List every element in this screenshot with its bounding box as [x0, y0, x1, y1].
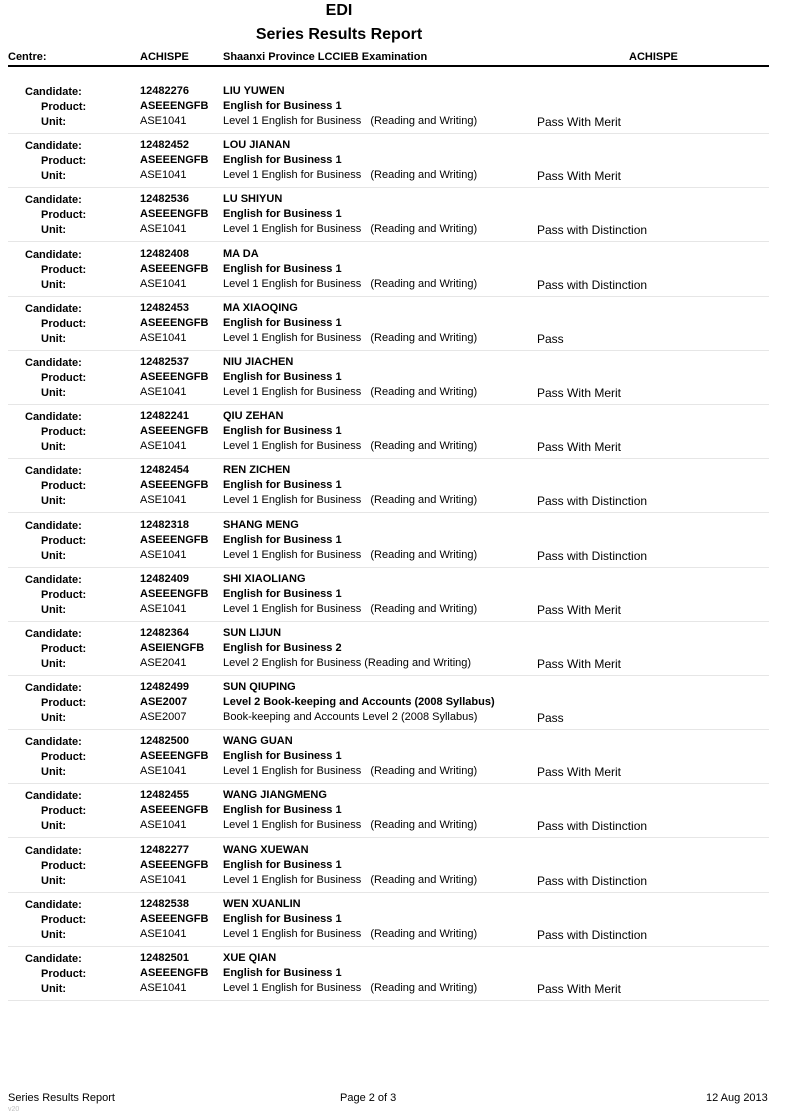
- unit-label: Unit:: [41, 170, 67, 183]
- product-name: English for Business 1: [223, 804, 342, 817]
- candidate-id: 12482276: [140, 85, 189, 97]
- product-name: English for Business 1: [223, 316, 342, 329]
- unit-name: Level 1 English for Business (Reading and Writing): [223, 927, 478, 940]
- unit-name: Level 1 English for Business (Reading and Writing): [223, 385, 478, 398]
- product-name: English for Business 1: [223, 912, 342, 925]
- product-name: English for Business 1: [223, 208, 342, 221]
- footer-report-name: Series Results Report: [8, 1092, 115, 1104]
- unit-name: Level 1 English for Business (Reading and Writing): [223, 277, 478, 290]
- row-divider: [8, 512, 769, 513]
- result-record: [0, 623, 785, 677]
- candidate-label: Candidate:: [25, 573, 82, 586]
- result-value: Pass With Merit: [537, 602, 622, 617]
- unit-code: ASE1041: [140, 169, 187, 182]
- row-divider: [8, 404, 769, 405]
- product-code: ASEEENGFB: [140, 100, 209, 112]
- row-divider: [8, 837, 769, 838]
- candidate-id: 12482408: [140, 247, 189, 260]
- result-record: [0, 406, 785, 460]
- row-divider: [8, 296, 769, 297]
- result-value: Pass With Merit: [537, 169, 622, 184]
- result-record: [0, 189, 785, 243]
- result-record: [0, 569, 785, 623]
- product-code: ASEEENGFB: [140, 858, 209, 871]
- unit-label: Unit:: [41, 495, 67, 508]
- product-code: ASEEENGFB: [140, 154, 209, 167]
- result-value: Pass With Merit: [537, 385, 622, 400]
- product-code: ASEEENGFB: [140, 533, 209, 546]
- product-label: Product:: [41, 805, 87, 818]
- row-divider: [8, 187, 769, 188]
- candidate-name: LU SHIYUN: [223, 193, 283, 206]
- candidate-id: 12482501: [140, 952, 189, 964]
- centre-label: Centre:: [8, 51, 47, 63]
- unit-label: Unit:: [41, 657, 67, 670]
- unit-code: ASE1041: [140, 602, 187, 615]
- unit-label: Unit:: [41, 441, 67, 454]
- unit-name: Level 1 English for Business (Reading and Writing): [223, 331, 478, 344]
- product-code: ASEEENGFB: [140, 425, 209, 438]
- centre-code: ACHISPE: [140, 51, 189, 63]
- row-divider: [8, 458, 769, 459]
- candidate-name: QIU ZEHAN: [223, 410, 284, 423]
- unit-name: Level 1 English for Business (Reading and Writing): [223, 494, 478, 507]
- candidate-id: 12482455: [140, 789, 189, 802]
- candidate-name: WANG GUAN: [223, 735, 293, 748]
- unit-code: ASE1041: [140, 765, 187, 778]
- result-record: [0, 135, 785, 189]
- product-label: Product:: [41, 317, 87, 330]
- candidate-id: 12482452: [140, 139, 189, 152]
- candidate-label: Candidate:: [25, 411, 82, 424]
- product-name: English for Business 1: [223, 479, 342, 492]
- candidate-label: Candidate:: [25, 86, 82, 98]
- result-value: Pass with Distinction: [537, 548, 648, 563]
- result-value: Pass With Merit: [537, 440, 622, 455]
- product-code: ASEEENGFB: [140, 912, 209, 925]
- unit-code: ASE1041: [140, 548, 187, 561]
- candidate-label: Candidate:: [25, 736, 82, 749]
- candidate-id: 12482538: [140, 897, 189, 910]
- unit-code: ASE1041: [140, 494, 187, 507]
- results-list: [0, 81, 785, 1002]
- product-code: ASEEENGFB: [140, 262, 209, 275]
- result-record: [0, 298, 785, 352]
- product-code: ASEEENGFB: [140, 479, 209, 492]
- report-title: Series Results Report: [255, 26, 423, 43]
- unit-name: Level 1 English for Business (Reading and Writing): [223, 548, 478, 561]
- candidate-id: 12482499: [140, 681, 189, 694]
- product-name: Level 2 Book-keeping and Accounts (2008 Syllabus): [223, 696, 495, 709]
- unit-label: Unit:: [41, 116, 67, 128]
- candidate-name: XUE QIAN: [223, 952, 277, 964]
- version-mark: v20: [8, 1106, 20, 1113]
- unit-label: Unit:: [41, 332, 67, 345]
- unit-label: Unit:: [41, 820, 67, 833]
- header-divider: [8, 65, 769, 67]
- unit-name: Level 2 English for Business (Reading and Writing): [223, 656, 472, 669]
- candidate-name: REN ZICHEN: [223, 464, 291, 477]
- product-name: English for Business 1: [223, 750, 342, 763]
- unit-name: Level 1 English for Business (Reading and Writing): [223, 223, 478, 236]
- result-value: Pass With Merit: [537, 982, 622, 996]
- product-code: ASEEENGFB: [140, 967, 209, 979]
- result-record: [0, 460, 785, 514]
- unit-label: Unit:: [41, 874, 67, 887]
- candidate-id: 12482318: [140, 518, 189, 531]
- candidate-label: Candidate:: [25, 302, 82, 315]
- product-label: Product:: [41, 480, 87, 493]
- product-label: Product:: [41, 913, 87, 926]
- exam-name: Shaanxi Province LCCIEB Examination: [223, 51, 428, 63]
- result-record: [0, 352, 785, 406]
- result-record: [0, 244, 785, 298]
- result-value: Pass With Merit: [537, 765, 622, 780]
- row-divider: [8, 892, 769, 893]
- candidate-label: Candidate:: [25, 248, 82, 261]
- product-code: ASEEENGFB: [140, 587, 209, 600]
- product-code: ASEEENGFB: [140, 316, 209, 329]
- unit-code: ASE1041: [140, 927, 187, 940]
- row-divider: [8, 350, 769, 351]
- product-name: English for Business 1: [223, 262, 342, 275]
- candidate-name: SHANG MENG: [223, 518, 299, 531]
- unit-code: ASE2041: [140, 656, 187, 669]
- unit-label: Unit:: [41, 386, 67, 399]
- unit-label: Unit:: [41, 766, 67, 779]
- candidate-id: 12482409: [140, 572, 189, 585]
- result-value: Pass: [537, 331, 564, 346]
- result-record: [0, 731, 785, 785]
- unit-code: ASE1041: [140, 873, 187, 886]
- result-value: Pass with Distinction: [537, 873, 648, 888]
- unit-name: Level 1 English for Business (Reading and Writing): [223, 873, 478, 886]
- product-label: Product:: [41, 371, 87, 384]
- unit-code: ASE1041: [140, 982, 187, 994]
- result-record: [0, 515, 785, 569]
- unit-label: Unit:: [41, 224, 67, 237]
- candidate-label: Candidate:: [25, 194, 82, 207]
- candidate-id: 12482536: [140, 193, 189, 206]
- candidate-name: MA XIAOQING: [223, 301, 298, 314]
- org-title: EDI: [325, 2, 353, 19]
- product-label: Product:: [41, 101, 87, 113]
- candidate-name: SUN QIUPING: [223, 681, 296, 694]
- result-record: [0, 677, 785, 731]
- product-name: English for Business 1: [223, 967, 342, 979]
- candidate-label: Candidate:: [25, 627, 82, 640]
- product-label: Product:: [41, 534, 87, 547]
- candidate-name: LOU JIANAN: [223, 139, 291, 152]
- footer-date: 12 Aug 2013: [706, 1092, 768, 1104]
- product-code: ASEEENGFB: [140, 208, 209, 221]
- result-value: Pass With Merit: [537, 115, 622, 129]
- product-code: ASEIENGFB: [140, 641, 205, 654]
- result-value: Pass with Distinction: [537, 494, 648, 509]
- candidate-label: Candidate:: [25, 898, 82, 911]
- unit-code: ASE1041: [140, 331, 187, 344]
- product-name: English for Business 1: [223, 425, 342, 438]
- candidate-name: LIU YUWEN: [223, 85, 285, 97]
- candidate-label: Candidate:: [25, 356, 82, 369]
- row-divider: [8, 567, 769, 568]
- candidate-name: MA DA: [223, 247, 259, 260]
- result-record: [0, 81, 785, 135]
- result-value: Pass with Distinction: [537, 223, 648, 238]
- product-label: Product:: [41, 588, 87, 601]
- product-label: Product:: [41, 263, 87, 276]
- unit-label: Unit:: [41, 928, 67, 941]
- unit-code: ASE1041: [140, 115, 187, 127]
- row-divider: [8, 675, 769, 676]
- candidate-id: 12482241: [140, 410, 189, 423]
- centre-code-right: ACHISPE: [629, 51, 678, 63]
- row-divider: [8, 133, 769, 134]
- result-value: Pass with Distinction: [537, 819, 648, 834]
- unit-name: Level 1 English for Business (Reading and Writing): [223, 169, 478, 182]
- row-divider: [8, 1000, 769, 1001]
- row-divider: [8, 783, 769, 784]
- unit-label: Unit:: [41, 983, 67, 995]
- candidate-id: 12482277: [140, 843, 189, 856]
- result-record: [0, 785, 785, 839]
- unit-name: Level 1 English for Business (Reading and Writing): [223, 602, 478, 615]
- candidate-name: WEN XUANLIN: [223, 897, 301, 910]
- row-divider: [8, 946, 769, 947]
- candidate-label: Candidate:: [25, 682, 82, 695]
- product-name: English for Business 2: [223, 641, 342, 654]
- candidate-name: SHI XIAOLIANG: [223, 572, 306, 585]
- product-name: English for Business 1: [223, 154, 342, 167]
- product-label: Product:: [41, 968, 87, 980]
- product-name: English for Business 1: [223, 370, 342, 383]
- unit-name: Level 1 English for Business (Reading and Writing): [223, 115, 478, 127]
- candidate-name: NIU JIACHEN: [223, 355, 294, 368]
- row-divider: [8, 621, 769, 622]
- unit-code: ASE1041: [140, 440, 187, 453]
- unit-label: Unit:: [41, 278, 67, 291]
- unit-code: ASE1041: [140, 277, 187, 290]
- product-code: ASEEENGFB: [140, 804, 209, 817]
- product-label: Product:: [41, 751, 87, 764]
- candidate-id: 12482537: [140, 355, 189, 368]
- unit-label: Unit:: [41, 712, 67, 725]
- candidate-name: SUN LIJUN: [223, 626, 282, 639]
- product-code: ASEEENGFB: [140, 750, 209, 763]
- result-value: Pass with Distinction: [537, 927, 648, 942]
- result-record: [0, 894, 785, 948]
- candidate-label: Candidate:: [25, 140, 82, 153]
- result-value: Pass: [537, 711, 564, 726]
- candidate-label: Candidate:: [25, 790, 82, 803]
- candidate-name: WANG JIANGMENG: [223, 789, 327, 802]
- candidate-name: WANG XUEWAN: [223, 843, 309, 856]
- unit-code: ASE2007: [140, 711, 187, 724]
- product-label: Product:: [41, 697, 87, 710]
- result-record: [0, 840, 785, 894]
- unit-label: Unit:: [41, 549, 67, 562]
- unit-label: Unit:: [41, 603, 67, 616]
- result-value: Pass With Merit: [537, 656, 622, 671]
- result-record: [0, 948, 785, 1002]
- product-code: ASE2007: [140, 696, 188, 709]
- product-label: Product:: [41, 859, 87, 872]
- candidate-label: Candidate:: [25, 844, 82, 857]
- product-name: English for Business 1: [223, 858, 342, 871]
- result-value: Pass with Distinction: [537, 277, 648, 292]
- candidate-label: Candidate:: [25, 953, 82, 965]
- unit-code: ASE1041: [140, 819, 187, 832]
- candidate-id: 12482364: [140, 626, 189, 639]
- candidate-label: Candidate:: [25, 465, 82, 478]
- candidate-label: Candidate:: [25, 519, 82, 532]
- footer-page-number: Page 2 of 3: [340, 1092, 397, 1104]
- candidate-id: 12482500: [140, 735, 189, 748]
- unit-name: Level 1 English for Business (Reading and Writing): [223, 765, 478, 778]
- unit-code: ASE1041: [140, 223, 187, 236]
- unit-name: Level 1 English for Business (Reading and Writing): [223, 982, 478, 994]
- product-name: English for Business 1: [223, 587, 342, 600]
- unit-name: Book-keeping and Accounts Level 2 (2008 Syllabus): [223, 711, 478, 724]
- row-divider: [8, 241, 769, 242]
- product-label: Product:: [41, 209, 87, 222]
- candidate-id: 12482454: [140, 464, 189, 477]
- product-label: Product:: [41, 642, 87, 655]
- row-divider: [8, 729, 769, 730]
- unit-name: Level 1 English for Business (Reading and Writing): [223, 440, 478, 453]
- unit-name: Level 1 English for Business (Reading and Writing): [223, 819, 478, 832]
- product-code: ASEEENGFB: [140, 370, 209, 383]
- product-name: English for Business 1: [223, 533, 342, 546]
- product-name: English for Business 1: [223, 100, 342, 112]
- product-label: Product:: [41, 426, 87, 439]
- candidate-id: 12482453: [140, 301, 189, 314]
- unit-code: ASE1041: [140, 385, 187, 398]
- product-label: Product:: [41, 155, 87, 168]
